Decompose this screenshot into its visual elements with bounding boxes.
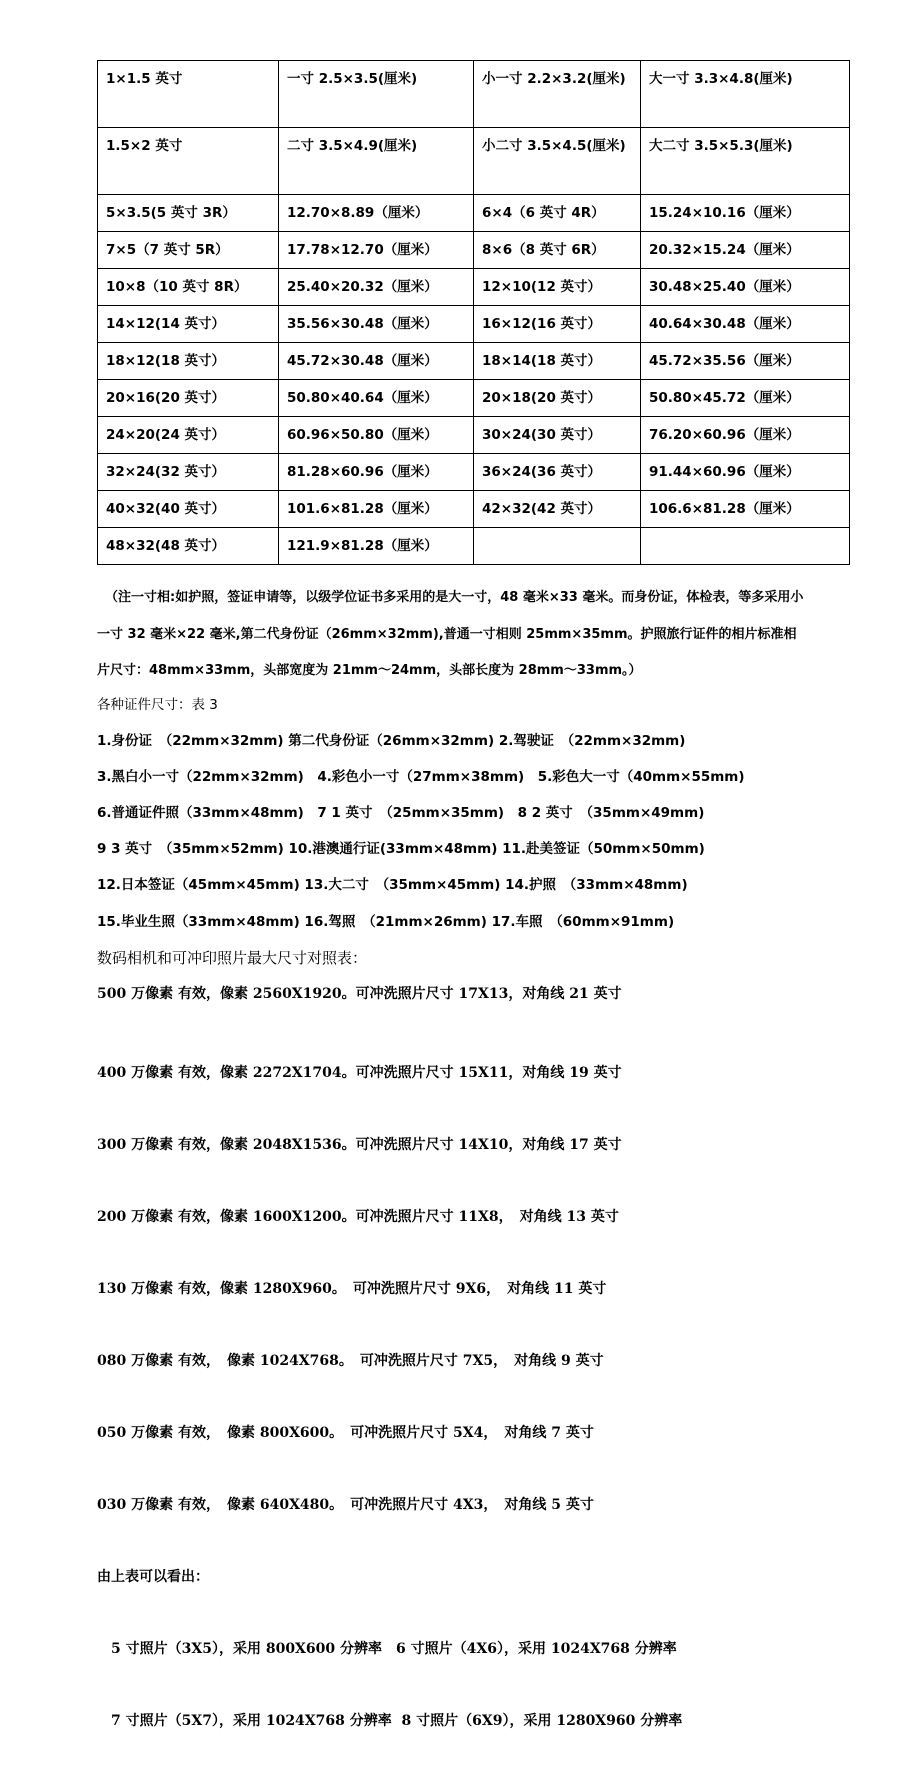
camera-line: 400 万像素 有效，像素 2272X1704。可冲洗照片尺寸 15X11，对角线 19 英寸 [97, 1065, 622, 1081]
camera-first-line: 500 万像素 有效，像素 2560X1920。可冲洗照片尺寸 17X13，对角线 21 英寸 [97, 986, 622, 1002]
camera-line: 300 万像素 有效，像素 2048X1536。可冲洗照片尺寸 14X10，对角线 17 英寸 [97, 1137, 622, 1153]
table-cell: 8×6（8 英寸 6R） [474, 232, 641, 269]
table-cell: 10×8（10 英寸 8R） [98, 269, 279, 306]
table-cell: 7×5（7 英寸 5R） [98, 232, 279, 269]
table-cell: 60.96×50.80（厘米） [279, 417, 474, 454]
table-row [98, 380, 850, 417]
passport-photo-note [97, 580, 852, 690]
table-row [98, 528, 850, 565]
table-cell: 50.80×45.72（厘米） [641, 380, 850, 417]
table-cell [474, 528, 641, 565]
table-row [98, 61, 850, 128]
camera-lines [97, 1013, 897, 1781]
photo-size-table-body [98, 61, 850, 565]
table-cell: 101.6×81.28（厘米） [279, 491, 474, 528]
table-cell: 二寸 3.5×4.9(厘米) [279, 128, 474, 195]
id-size-line: 15.毕业生照（33mm×48mm) 16.驾照 （21mm×26mm) 17.车照 （60mm×91mm) [97, 914, 675, 930]
table-cell: 小一寸 2.2×3.2(厘米) [474, 61, 641, 128]
camera-line: 050 万像素 有效， 像素 800X600。 可冲洗照片尺寸 5X4， 对角线 7 英寸 [97, 1425, 594, 1441]
camera-line: 由上表可以看出： [97, 1569, 209, 1585]
table-cell: 45.72×35.56（厘米） [641, 343, 850, 380]
table-row [98, 491, 850, 528]
table-row [98, 195, 850, 232]
table-cell: 1.5×2 英寸 [98, 128, 279, 195]
table-cell: 106.6×81.28（厘米） [641, 491, 850, 528]
table-cell: 35.56×30.48（厘米） [279, 306, 474, 343]
camera-table-heading: 数码相机和可冲印照片最大尺寸对照表： [97, 949, 368, 967]
camera-line: 200 万像素 有效，像素 1600X1200。可冲洗照片尺寸 11X8， 对角线 13 英寸 [97, 1209, 619, 1225]
table-cell: 40.64×30.48（厘米） [641, 306, 850, 343]
camera-line: 080 万像素 有效， 像素 1024X768。 可冲洗照片尺寸 7X5， 对角线 9 英寸 [97, 1353, 604, 1369]
id-sizes-heading: 各种证件尺寸：表 3 [97, 697, 218, 713]
table-row [98, 306, 850, 343]
table-row [98, 269, 850, 306]
table-cell [641, 528, 850, 565]
table-cell: 20×16(20 英寸） [98, 380, 279, 417]
table-cell: 6×4（6 英寸 4R） [474, 195, 641, 232]
table-cell: 12×10(12 英寸） [474, 269, 641, 306]
table-cell: 36×24(36 英寸） [474, 454, 641, 491]
table-cell: 20×18(20 英寸） [474, 380, 641, 417]
camera-line: 030 万像素 有效， 像素 640X480。 可冲洗照片尺寸 4X3， 对角线 5 英寸 [97, 1497, 594, 1513]
note-line-2: 一寸 32 毫米×22 毫米,第二代身份证（26mm×32mm),普通一寸相则 25mm×35mm。护照旅行证件的相片标准相 [97, 626, 797, 642]
table-cell: 32×24(32 英寸） [98, 454, 279, 491]
table-cell: 45.72×30.48（厘米） [279, 343, 474, 380]
table-cell: 20.32×15.24（厘米） [641, 232, 850, 269]
table-cell: 40×32(40 英寸） [98, 491, 279, 528]
table-cell: 24×20(24 英寸） [98, 417, 279, 454]
note-line-3: 片尺寸：48mm×33mm，头部宽度为 21mm～24mm，头部长度为 28mm～33mm。） [97, 663, 642, 678]
table-cell: 16×12(16 英寸） [474, 306, 641, 343]
camera-line: 7 寸照片（5X7），采用 1024X768 分辨率 8 寸照片（6X9），采用 1280X960 分辨率 [97, 1713, 683, 1729]
table-cell: 大二寸 3.5×5.3(厘米) [641, 128, 850, 195]
camera-line: 130 万像素 有效，像素 1280X960。 可冲洗照片尺寸 9X6， 对角线 11 英寸 [97, 1281, 607, 1297]
id-size-line: 9 3 英寸 （35mm×52mm) 10.港澳通行证(33mm×48mm) 11.赴美签证（50mm×50mm) [97, 841, 705, 857]
table-row [98, 128, 850, 195]
table-cell: 25.40×20.32（厘米） [279, 269, 474, 306]
note-line-1: （注一寸相:如护照，签证申请等，以级学位证书多采用的是大一寸，48 毫米×33 毫米。而身份证，体检表，等多采用小 [105, 590, 804, 605]
table-cell: 76.20×60.96（厘米） [641, 417, 850, 454]
table-cell: 30×24(30 英寸） [474, 417, 641, 454]
table-cell: 81.28×60.96（厘米） [279, 454, 474, 491]
table-cell: 17.78×12.70（厘米） [279, 232, 474, 269]
id-size-line: 3.黑白小一寸（22mm×32mm) 4.彩色小一寸（27mm×38mm) 5.彩色大一寸（40mm×55mm) [97, 769, 745, 785]
table-row [98, 417, 850, 454]
table-cell: 14×12(14 英寸） [98, 306, 279, 343]
camera-line: 5 寸照片（3X5），采用 800X600 分辨率 6 寸照片（4X6），采用 1024X768 分辨率 [97, 1641, 677, 1657]
table-row [98, 454, 850, 491]
table-cell: 91.44×60.96（厘米） [641, 454, 850, 491]
table-cell: 48×32(48 英寸） [98, 528, 279, 565]
photo-size-table [97, 60, 850, 565]
table-cell: 121.9×81.28（厘米） [279, 528, 474, 565]
table-cell: 5×3.5(5 英寸 3R） [98, 195, 279, 232]
table-row [98, 232, 850, 269]
table-cell: 12.70×8.89（厘米） [279, 195, 474, 232]
table-cell: 50.80×40.64（厘米） [279, 380, 474, 417]
id-size-line: 6.普通证件照（33mm×48mm) 7 1 英寸 （25mm×35mm) 8 2 英寸 （35mm×49mm) [97, 805, 705, 821]
table-cell: 15.24×10.16（厘米） [641, 195, 850, 232]
table-cell: 18×14(18 英寸） [474, 343, 641, 380]
table-cell: 30.48×25.40（厘米） [641, 269, 850, 306]
table-cell: 18×12(18 英寸） [98, 343, 279, 380]
id-size-line: 12.日本签证（45mm×45mm) 13.大二寸 （35mm×45mm) 14.护照 （33mm×48mm) [97, 877, 688, 893]
table-cell: 大一寸 3.3×4.8(厘米) [641, 61, 850, 128]
table-cell: 42×32(42 英寸） [474, 491, 641, 528]
table-row [98, 343, 850, 380]
table-cell: 一寸 2.5×3.5(厘米) [279, 61, 474, 128]
table-cell: 小二寸 3.5×4.5(厘米) [474, 128, 641, 195]
id-size-line: 1.身份证 （22mm×32mm) 第二代身份证（26mm×32mm) 2.驾驶证 （22mm×32mm) [97, 733, 686, 749]
table-cell: 1×1.5 英寸 [98, 61, 279, 128]
